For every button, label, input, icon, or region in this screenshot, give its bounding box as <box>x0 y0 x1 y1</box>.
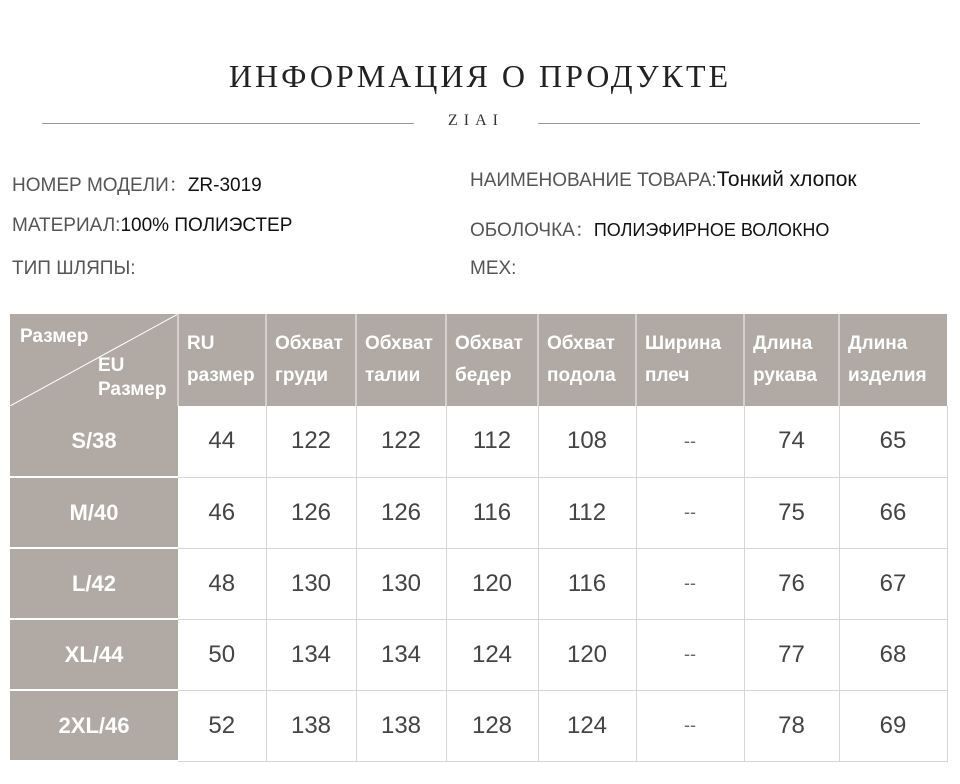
size-cell: 2XL/46 <box>10 690 178 761</box>
fur-label: МЕХ: <box>470 258 517 279</box>
table-cell: 124 <box>538 690 636 761</box>
table-row <box>10 690 947 761</box>
table-cell: 128 <box>446 690 538 761</box>
fur-field <box>470 258 516 280</box>
table-cell: 50 <box>178 619 266 690</box>
shell-value: ПОЛИЭФИРНОЕ ВОЛОКНО <box>593 220 830 240</box>
table-row <box>10 548 947 619</box>
table-cell: 134 <box>266 619 356 690</box>
divider-line-right <box>538 123 920 124</box>
table-cell: 66 <box>839 477 947 548</box>
table-cell: 116 <box>538 548 636 619</box>
header-length: Длина изделия <box>839 314 947 406</box>
header-hem: Обхват подола <box>538 314 636 406</box>
model-number-field <box>12 170 262 197</box>
product-name-field <box>470 168 857 192</box>
table-row <box>10 406 947 477</box>
corner-eu-size-label: EU Размер <box>98 355 167 400</box>
table-cell: 116 <box>446 477 538 548</box>
hat-type-field <box>12 258 136 280</box>
table-cell: 130 <box>266 548 356 619</box>
table-cell: -- <box>636 477 744 548</box>
header-waist: Обхват талии <box>356 314 446 406</box>
table-cell: 52 <box>178 690 266 761</box>
table-cell: 77 <box>744 619 839 690</box>
header-sleeve: Длина рукава <box>744 314 839 406</box>
header-shoulder: Ширина плеч <box>636 314 744 406</box>
material-field <box>12 215 292 237</box>
table-cell: -- <box>636 619 744 690</box>
header-hips: Обхват бедер <box>446 314 538 406</box>
product-name-value: Тонкий хлопок <box>716 168 857 191</box>
table-cell: 120 <box>538 619 636 690</box>
table-cell: 74 <box>744 406 839 477</box>
corner-size-label: Размер <box>20 326 89 347</box>
table-cell: 124 <box>446 619 538 690</box>
table-cell: 120 <box>446 548 538 619</box>
table-row <box>10 477 947 548</box>
table-header-row <box>10 314 947 406</box>
model-number-value: ZR-3019 <box>187 175 262 196</box>
table-cell: 108 <box>538 406 636 477</box>
table-cell: 69 <box>839 690 947 761</box>
table-cell: 126 <box>356 477 446 548</box>
size-table <box>10 314 948 762</box>
shell-label: ОБОЛОЧКА： <box>470 220 594 241</box>
table-cell: -- <box>636 548 744 619</box>
table-cell: 112 <box>446 406 538 477</box>
table-cell: 122 <box>266 406 356 477</box>
page-title: ИНФОРМАЦИЯ О ПРОДУКТЕ <box>228 58 732 94</box>
table-cell: 112 <box>538 477 636 548</box>
table-cell: 138 <box>266 690 356 761</box>
size-cell: L/42 <box>10 548 178 619</box>
brand-name: ZIAI <box>448 112 504 129</box>
header-ru-size: RU размер <box>178 314 266 406</box>
table-cell: 46 <box>178 477 266 548</box>
table-row <box>10 619 947 690</box>
table-cell: 44 <box>178 406 266 477</box>
hat-type-label: ТИП ШЛЯПЫ: <box>12 258 136 279</box>
material-value: 100% ПОЛИЭСТЕР <box>120 215 293 236</box>
table-cell: 75 <box>744 477 839 548</box>
table-cell: 48 <box>178 548 266 619</box>
table-cell: -- <box>636 690 744 761</box>
table-cell: 78 <box>744 690 839 761</box>
model-number-label: НОМЕР МОДЕЛИ： <box>12 175 188 196</box>
brand-divider <box>42 110 920 136</box>
table-cell: 65 <box>839 406 947 477</box>
size-cell: M/40 <box>10 477 178 548</box>
table-cell: 138 <box>356 690 446 761</box>
material-label: МАТЕРИАЛ: <box>12 215 121 236</box>
divider-line-left <box>42 123 414 124</box>
table-cell: 68 <box>839 619 947 690</box>
table-cell: 76 <box>744 548 839 619</box>
table-cell: 134 <box>356 619 446 690</box>
table-cell: 67 <box>839 548 947 619</box>
corner-header-cell <box>10 314 178 406</box>
header-chest: Обхват груди <box>266 314 356 406</box>
shell-field <box>470 215 829 242</box>
table-cell: 130 <box>356 548 446 619</box>
table-cell: 122 <box>356 406 446 477</box>
product-name-label: НАИМЕНОВАНИЕ ТОВАРА: <box>470 170 717 191</box>
table-cell: -- <box>636 406 744 477</box>
size-cell: XL/44 <box>10 619 178 690</box>
size-cell: S/38 <box>10 406 178 477</box>
table-cell: 126 <box>266 477 356 548</box>
